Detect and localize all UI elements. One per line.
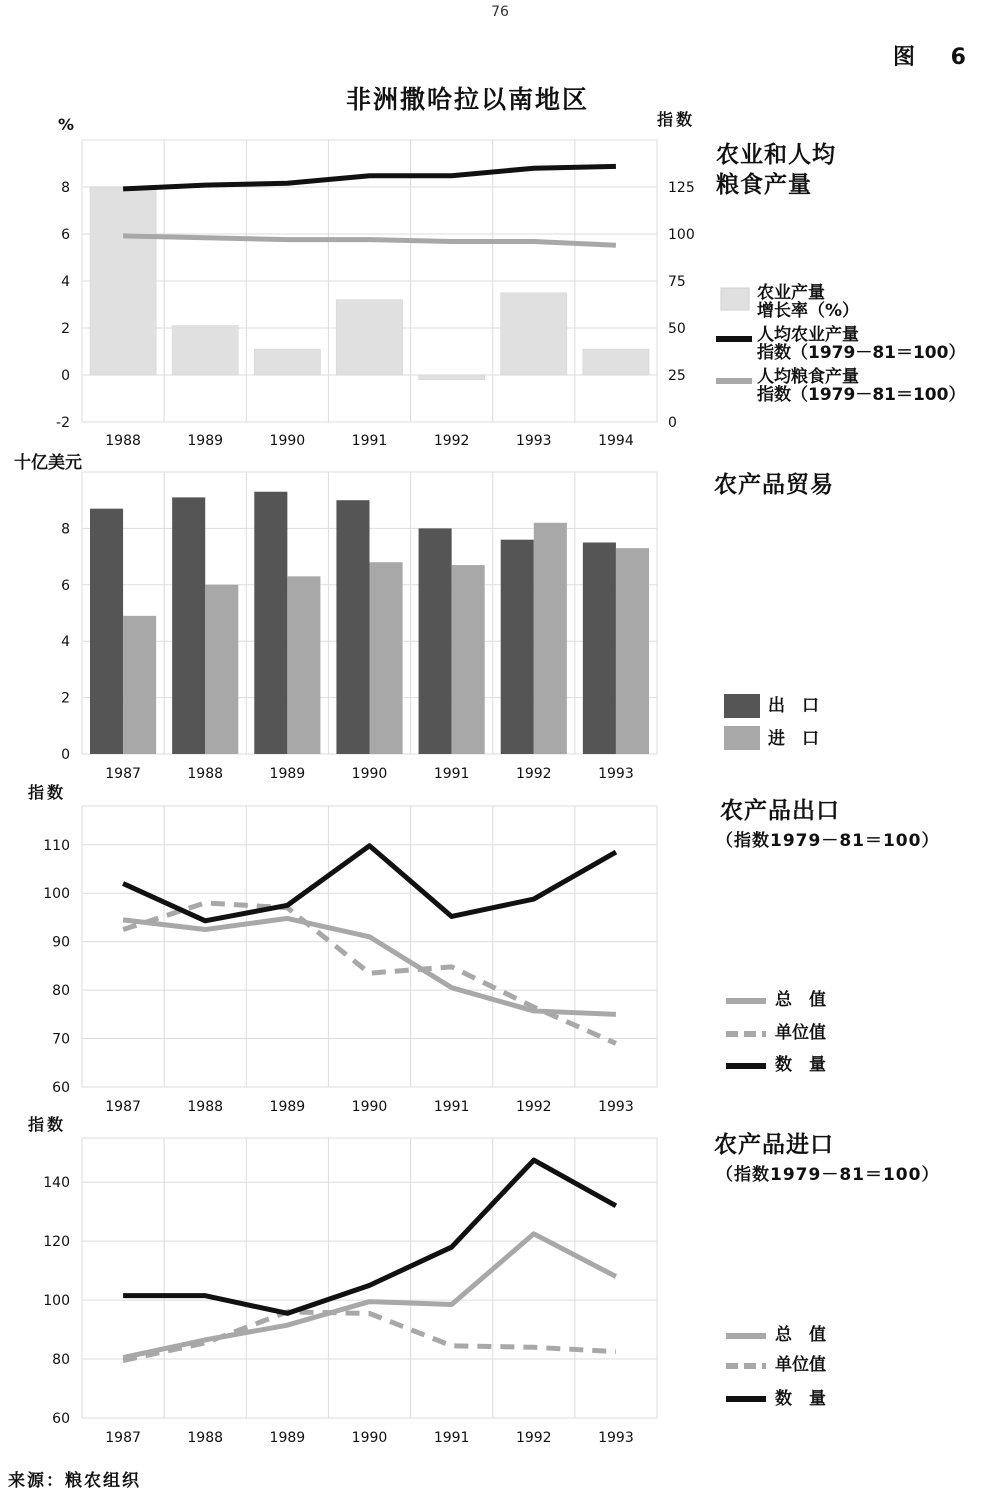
x-tick-label: 1991 [433, 766, 470, 782]
x-tick-label: 1994 [598, 433, 634, 449]
x-tick-label: 1992 [515, 1099, 552, 1115]
line-volume [123, 846, 616, 921]
y-tick-label: 90 [52, 934, 70, 951]
page-number: 76 [491, 4, 509, 20]
y-tick-label: 6 [61, 577, 70, 594]
y-tick-label: 4 [61, 274, 70, 290]
p1-left-unit: % [58, 115, 75, 134]
x-tick-label: 1988 [187, 1099, 224, 1115]
x-tick-label: 1988 [187, 766, 224, 782]
p3-title: 农产品出口 [720, 798, 840, 824]
p4-subtitle: （指数1979－81＝100） [716, 1165, 940, 1185]
bar-import [123, 616, 156, 754]
y-tick-label: 80 [52, 983, 70, 1000]
bar-export [419, 528, 452, 754]
y-tick-label: 0 [61, 368, 70, 384]
p1-legend-bar-line1: 农业产量 [757, 283, 825, 303]
main-title: 非洲撒哈拉以南地区 [346, 85, 590, 114]
bar-export [90, 509, 123, 754]
x-tick-label: 1990 [351, 1099, 388, 1115]
y-tick-label: 140 [43, 1175, 70, 1192]
y2-tick-label: 0 [668, 415, 677, 431]
bar-import [452, 565, 485, 754]
y-tick-label: 100 [43, 1293, 70, 1310]
legend-swatch-import [724, 726, 760, 750]
bar-growth-rate [419, 375, 485, 380]
p1-legend-agri-line2: 指数（1979－81＝100） [757, 343, 966, 363]
p4-legend-total: 总 值 [775, 1325, 826, 1345]
bar-export [583, 543, 616, 755]
x-tick-label: 1989 [187, 433, 224, 449]
y-tick-label: 60 [52, 1411, 70, 1427]
x-tick-label: 1993 [515, 433, 552, 449]
bar-export [172, 497, 205, 754]
p1-right-unit: 指数 [657, 110, 696, 129]
line-food-per-capita [123, 236, 616, 245]
p4-title: 农产品进口 [714, 1132, 834, 1158]
p2-title: 农产品贸易 [714, 472, 834, 498]
line-unit-value [123, 1312, 616, 1361]
bar-import [534, 523, 567, 754]
x-tick-label: 1989 [269, 766, 306, 782]
bar-growth-rate [90, 187, 156, 375]
p3-unit: 指数 [28, 783, 67, 802]
y-tick-label: 70 [52, 1031, 70, 1048]
line-unit-value [123, 903, 616, 1044]
p1-legend-bar-line2: 增长率（%） [757, 301, 860, 321]
bar-import [616, 548, 649, 754]
bar-growth-rate [172, 326, 238, 375]
p3-subtitle: （指数1979－81＝100） [716, 831, 940, 851]
p2-unit: 十亿美元 [14, 453, 82, 473]
bar-import [205, 585, 238, 754]
p3-legend-unit: 单位值 [775, 1023, 826, 1043]
chart-agri-production [56, 140, 695, 449]
y-tick-label: 2 [61, 690, 70, 707]
legend-swatch-growth-rate [721, 288, 749, 310]
x-tick-label: 1988 [105, 433, 141, 449]
x-tick-label: 1991 [433, 1430, 470, 1446]
line-agri-per-capita [123, 166, 616, 189]
x-tick-label: 1993 [598, 766, 634, 782]
chart-agri-exports [43, 806, 657, 1115]
y-tick-label: 0 [61, 747, 70, 763]
x-tick-label: 1990 [351, 1430, 388, 1446]
y-tick-label: 110 [43, 837, 70, 854]
y-tick-label: -2 [56, 415, 70, 431]
x-tick-label: 1990 [351, 766, 388, 782]
y-tick-label: 2 [61, 321, 70, 337]
p2-legend-export: 出 口 [768, 696, 819, 716]
y-tick-label: 6 [61, 227, 70, 243]
x-tick-label: 1989 [269, 1099, 306, 1115]
figure-label: 图 6 [893, 45, 980, 70]
y-tick-label: 4 [61, 634, 70, 651]
chart-agri-imports [43, 1138, 657, 1446]
legend-swatches [716, 288, 766, 1399]
y-tick-label: 120 [43, 1234, 70, 1251]
p1-title-line2: 粮食产量 [716, 172, 812, 198]
bar-import [370, 562, 403, 754]
source-note: 来源：粮农组织 [8, 1471, 141, 1491]
p2-legend-import: 进 口 [768, 729, 819, 749]
y-tick-label: 8 [61, 180, 70, 196]
y2-tick-label: 125 [668, 180, 695, 196]
legend-swatch-export [724, 694, 760, 718]
x-tick-label: 1987 [105, 1430, 141, 1446]
x-tick-label: 1991 [351, 433, 388, 449]
y2-tick-label: 75 [668, 274, 686, 290]
p1-legend-food-line2: 指数（1979－81＝100） [757, 385, 966, 405]
bar-growth-rate [336, 300, 402, 375]
x-tick-label: 1990 [269, 433, 306, 449]
bar-export [254, 492, 287, 754]
bar-growth-rate [501, 293, 567, 375]
bar-export [501, 540, 534, 754]
bar-import [287, 576, 320, 754]
x-tick-label: 1987 [105, 1099, 141, 1115]
line-total-value [123, 918, 616, 1014]
p4-legend-volume: 数 量 [775, 1389, 826, 1409]
x-tick-label: 1987 [105, 766, 141, 782]
x-tick-label: 1991 [433, 1099, 470, 1115]
y2-tick-label: 100 [668, 227, 695, 243]
x-tick-label: 1988 [187, 1430, 224, 1446]
y-tick-label: 80 [52, 1352, 70, 1369]
bar-growth-rate [583, 349, 649, 375]
y-tick-label: 8 [61, 521, 70, 538]
p4-unit: 指数 [28, 1115, 67, 1134]
x-tick-label: 1992 [515, 1430, 552, 1446]
x-tick-label: 1993 [598, 1430, 634, 1446]
x-tick-label: 1989 [269, 1430, 306, 1446]
p3-legend-total: 总 值 [775, 990, 826, 1010]
bar-export [336, 500, 369, 754]
p1-title-line1: 农业和人均 [716, 142, 836, 168]
x-tick-label: 1992 [433, 433, 470, 449]
p4-legend-unit: 单位值 [775, 1355, 826, 1375]
y2-tick-label: 50 [668, 321, 686, 337]
x-tick-label: 1993 [598, 1099, 634, 1115]
p3-legend-volume: 数 量 [775, 1055, 826, 1075]
y2-tick-label: 25 [668, 368, 686, 384]
y-tick-label: 100 [43, 886, 70, 903]
chart-agri-trade [61, 472, 657, 782]
bar-growth-rate [254, 349, 320, 375]
p1-legend-agri-line1: 人均农业产量 [757, 325, 859, 345]
p1-legend-food-line1: 人均粮食产量 [757, 367, 859, 387]
x-tick-label: 1992 [515, 766, 552, 782]
y-tick-label: 60 [52, 1080, 70, 1096]
